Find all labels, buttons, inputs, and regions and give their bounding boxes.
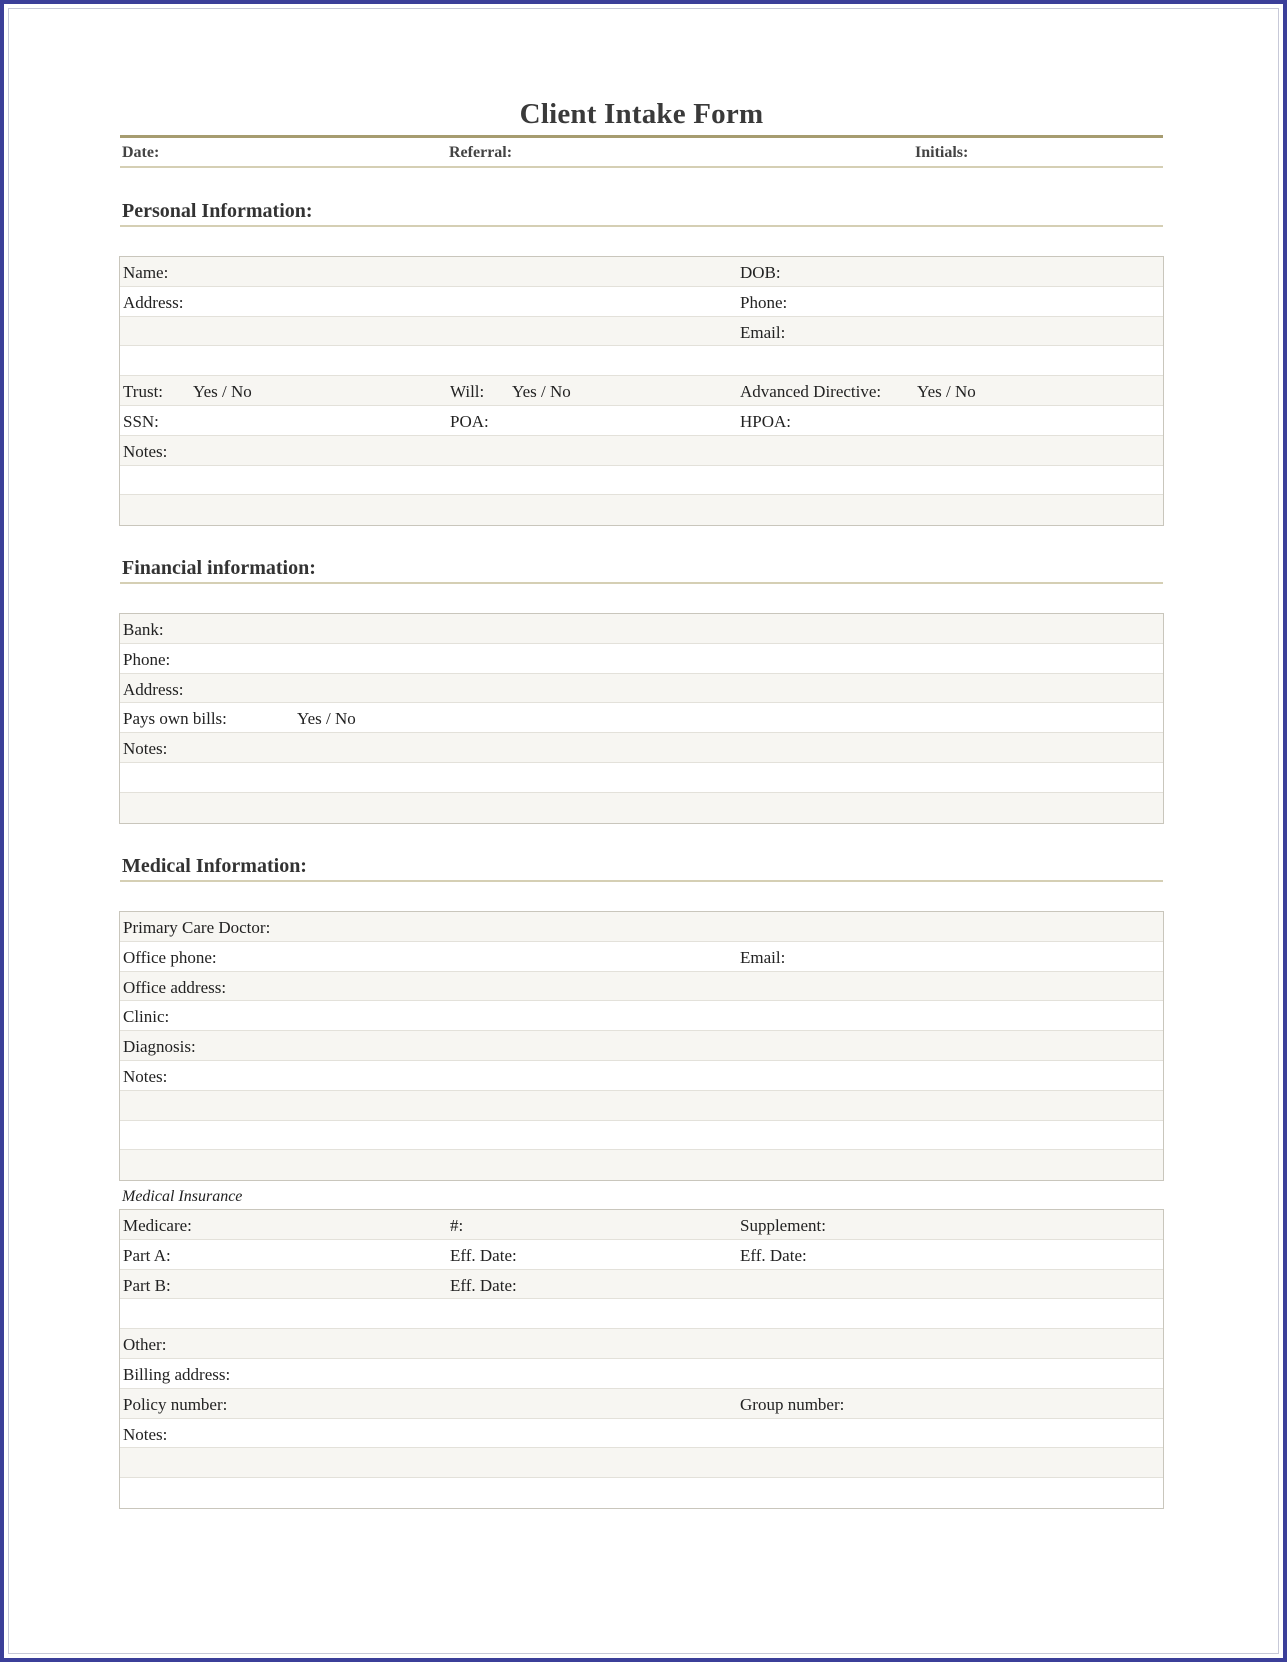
part-a-label: Part A: bbox=[123, 1245, 171, 1265]
form-row[interactable] bbox=[120, 1329, 1163, 1359]
header-rule bbox=[120, 166, 1163, 168]
part-b-eff-date-label: Eff. Date: bbox=[450, 1275, 517, 1295]
doctor-email-label: Email: bbox=[740, 947, 786, 967]
dob-label: DOB: bbox=[740, 263, 781, 282]
hpoa-label: HPOA: bbox=[740, 411, 792, 431]
form-row[interactable] bbox=[120, 317, 1163, 347]
notes-row[interactable] bbox=[120, 793, 1163, 823]
form-row[interactable] bbox=[120, 972, 1163, 1002]
name-label: Name: bbox=[123, 263, 169, 282]
form-row[interactable] bbox=[120, 1299, 1163, 1329]
policy-number-label: Policy number: bbox=[123, 1394, 228, 1414]
group-number-label: Group number: bbox=[740, 1394, 845, 1414]
address-label: Address: bbox=[123, 292, 184, 312]
advanced-directive-yes-no-choice[interactable]: Yes / No bbox=[917, 382, 976, 402]
medicare-number-label: #: bbox=[450, 1216, 464, 1235]
billing-address-label: Billing address: bbox=[123, 1364, 231, 1384]
form-row[interactable] bbox=[120, 674, 1163, 704]
personal-info-heading: Personal Information: bbox=[122, 200, 313, 222]
medical-insurance-heading: Medical Insurance bbox=[122, 1188, 243, 1205]
form-title: Client Intake Form bbox=[519, 98, 764, 130]
form-row[interactable] bbox=[120, 1061, 1163, 1091]
form-row[interactable] bbox=[120, 376, 1163, 406]
medical-info-table bbox=[119, 911, 1164, 1181]
poa-label: POA: bbox=[450, 411, 489, 431]
form-row[interactable] bbox=[120, 1419, 1163, 1449]
notes-row[interactable] bbox=[120, 1478, 1163, 1508]
ssn-label: SSN: bbox=[123, 411, 159, 431]
bank-phone-label: Phone: bbox=[123, 649, 171, 669]
trust-label: Trust: bbox=[123, 382, 164, 402]
date-field-label[interactable]: Date: bbox=[122, 144, 160, 161]
medical-insurance-table bbox=[119, 1209, 1164, 1509]
form-row[interactable] bbox=[120, 346, 1163, 376]
notes-row[interactable] bbox=[120, 1121, 1163, 1151]
form-row[interactable] bbox=[120, 1389, 1163, 1419]
medicare-label: Medicare: bbox=[123, 1216, 192, 1235]
notes-row[interactable] bbox=[120, 1091, 1163, 1121]
insurance-notes-label: Notes: bbox=[123, 1424, 168, 1444]
diagnosis-label: Diagnosis: bbox=[123, 1037, 196, 1057]
form-row[interactable] bbox=[120, 1270, 1163, 1300]
medical-info-rule bbox=[120, 880, 1163, 882]
part-b-label: Part B: bbox=[123, 1275, 171, 1295]
office-phone-label: Office phone: bbox=[123, 947, 217, 967]
form-row[interactable] bbox=[120, 257, 1163, 287]
clinic-label: Clinic: bbox=[123, 1007, 170, 1027]
notes-row[interactable] bbox=[120, 495, 1163, 525]
primary-care-doctor-label: Primary Care Doctor: bbox=[123, 918, 271, 937]
other-insurance-label: Other: bbox=[123, 1335, 167, 1355]
part-a-eff-date-label: Eff. Date: bbox=[450, 1245, 517, 1265]
form-row[interactable] bbox=[120, 1359, 1163, 1389]
phone-label: Phone: bbox=[740, 292, 788, 312]
notes-row[interactable] bbox=[120, 466, 1163, 496]
advanced-directive-label: Advanced Directive: bbox=[740, 382, 882, 402]
form-row[interactable] bbox=[120, 406, 1163, 436]
bank-address-label: Address: bbox=[123, 679, 184, 699]
form-row[interactable] bbox=[120, 614, 1163, 644]
will-yes-no-choice[interactable]: Yes / No bbox=[512, 382, 571, 402]
referral-field-label[interactable]: Referral: bbox=[449, 144, 513, 161]
form-row[interactable] bbox=[120, 942, 1163, 972]
initials-field-label[interactable]: Initials: bbox=[915, 144, 969, 161]
personal-info-table bbox=[119, 256, 1164, 526]
pays-own-bills-yes-no-choice[interactable]: Yes / No bbox=[297, 709, 356, 729]
financial-notes-label: Notes: bbox=[123, 739, 168, 759]
notes-row[interactable] bbox=[120, 1448, 1163, 1478]
medical-notes-label: Notes: bbox=[123, 1066, 168, 1086]
will-label: Will: bbox=[450, 382, 485, 402]
form-row[interactable] bbox=[120, 703, 1163, 733]
notes-row[interactable] bbox=[120, 763, 1163, 793]
form-row[interactable] bbox=[120, 1031, 1163, 1061]
form-row[interactable] bbox=[120, 436, 1163, 466]
financial-info-heading: Financial information: bbox=[122, 557, 316, 579]
bank-label: Bank: bbox=[123, 620, 164, 639]
pays-own-bills-label: Pays own bills: bbox=[123, 709, 227, 729]
office-address-label: Office address: bbox=[123, 977, 227, 997]
form-row[interactable] bbox=[120, 1240, 1163, 1270]
financial-info-table bbox=[119, 613, 1164, 824]
notes-row[interactable] bbox=[120, 1150, 1163, 1180]
medical-info-heading: Medical Information: bbox=[122, 855, 307, 877]
form-row[interactable] bbox=[120, 1001, 1163, 1031]
form-row[interactable] bbox=[120, 644, 1163, 674]
trust-yes-no-choice[interactable]: Yes / No bbox=[193, 382, 252, 402]
form-row[interactable] bbox=[120, 912, 1163, 942]
form-row[interactable] bbox=[120, 733, 1163, 763]
form-row[interactable] bbox=[120, 1210, 1163, 1240]
form-row[interactable] bbox=[120, 287, 1163, 317]
personal-info-rule bbox=[120, 225, 1163, 227]
supplement-eff-date-label: Eff. Date: bbox=[740, 1245, 807, 1265]
title-rule bbox=[120, 135, 1163, 138]
email-label: Email: bbox=[740, 322, 786, 342]
notes-label: Notes: bbox=[123, 441, 168, 461]
financial-info-rule bbox=[120, 582, 1163, 584]
supplement-label: Supplement: bbox=[740, 1216, 826, 1235]
